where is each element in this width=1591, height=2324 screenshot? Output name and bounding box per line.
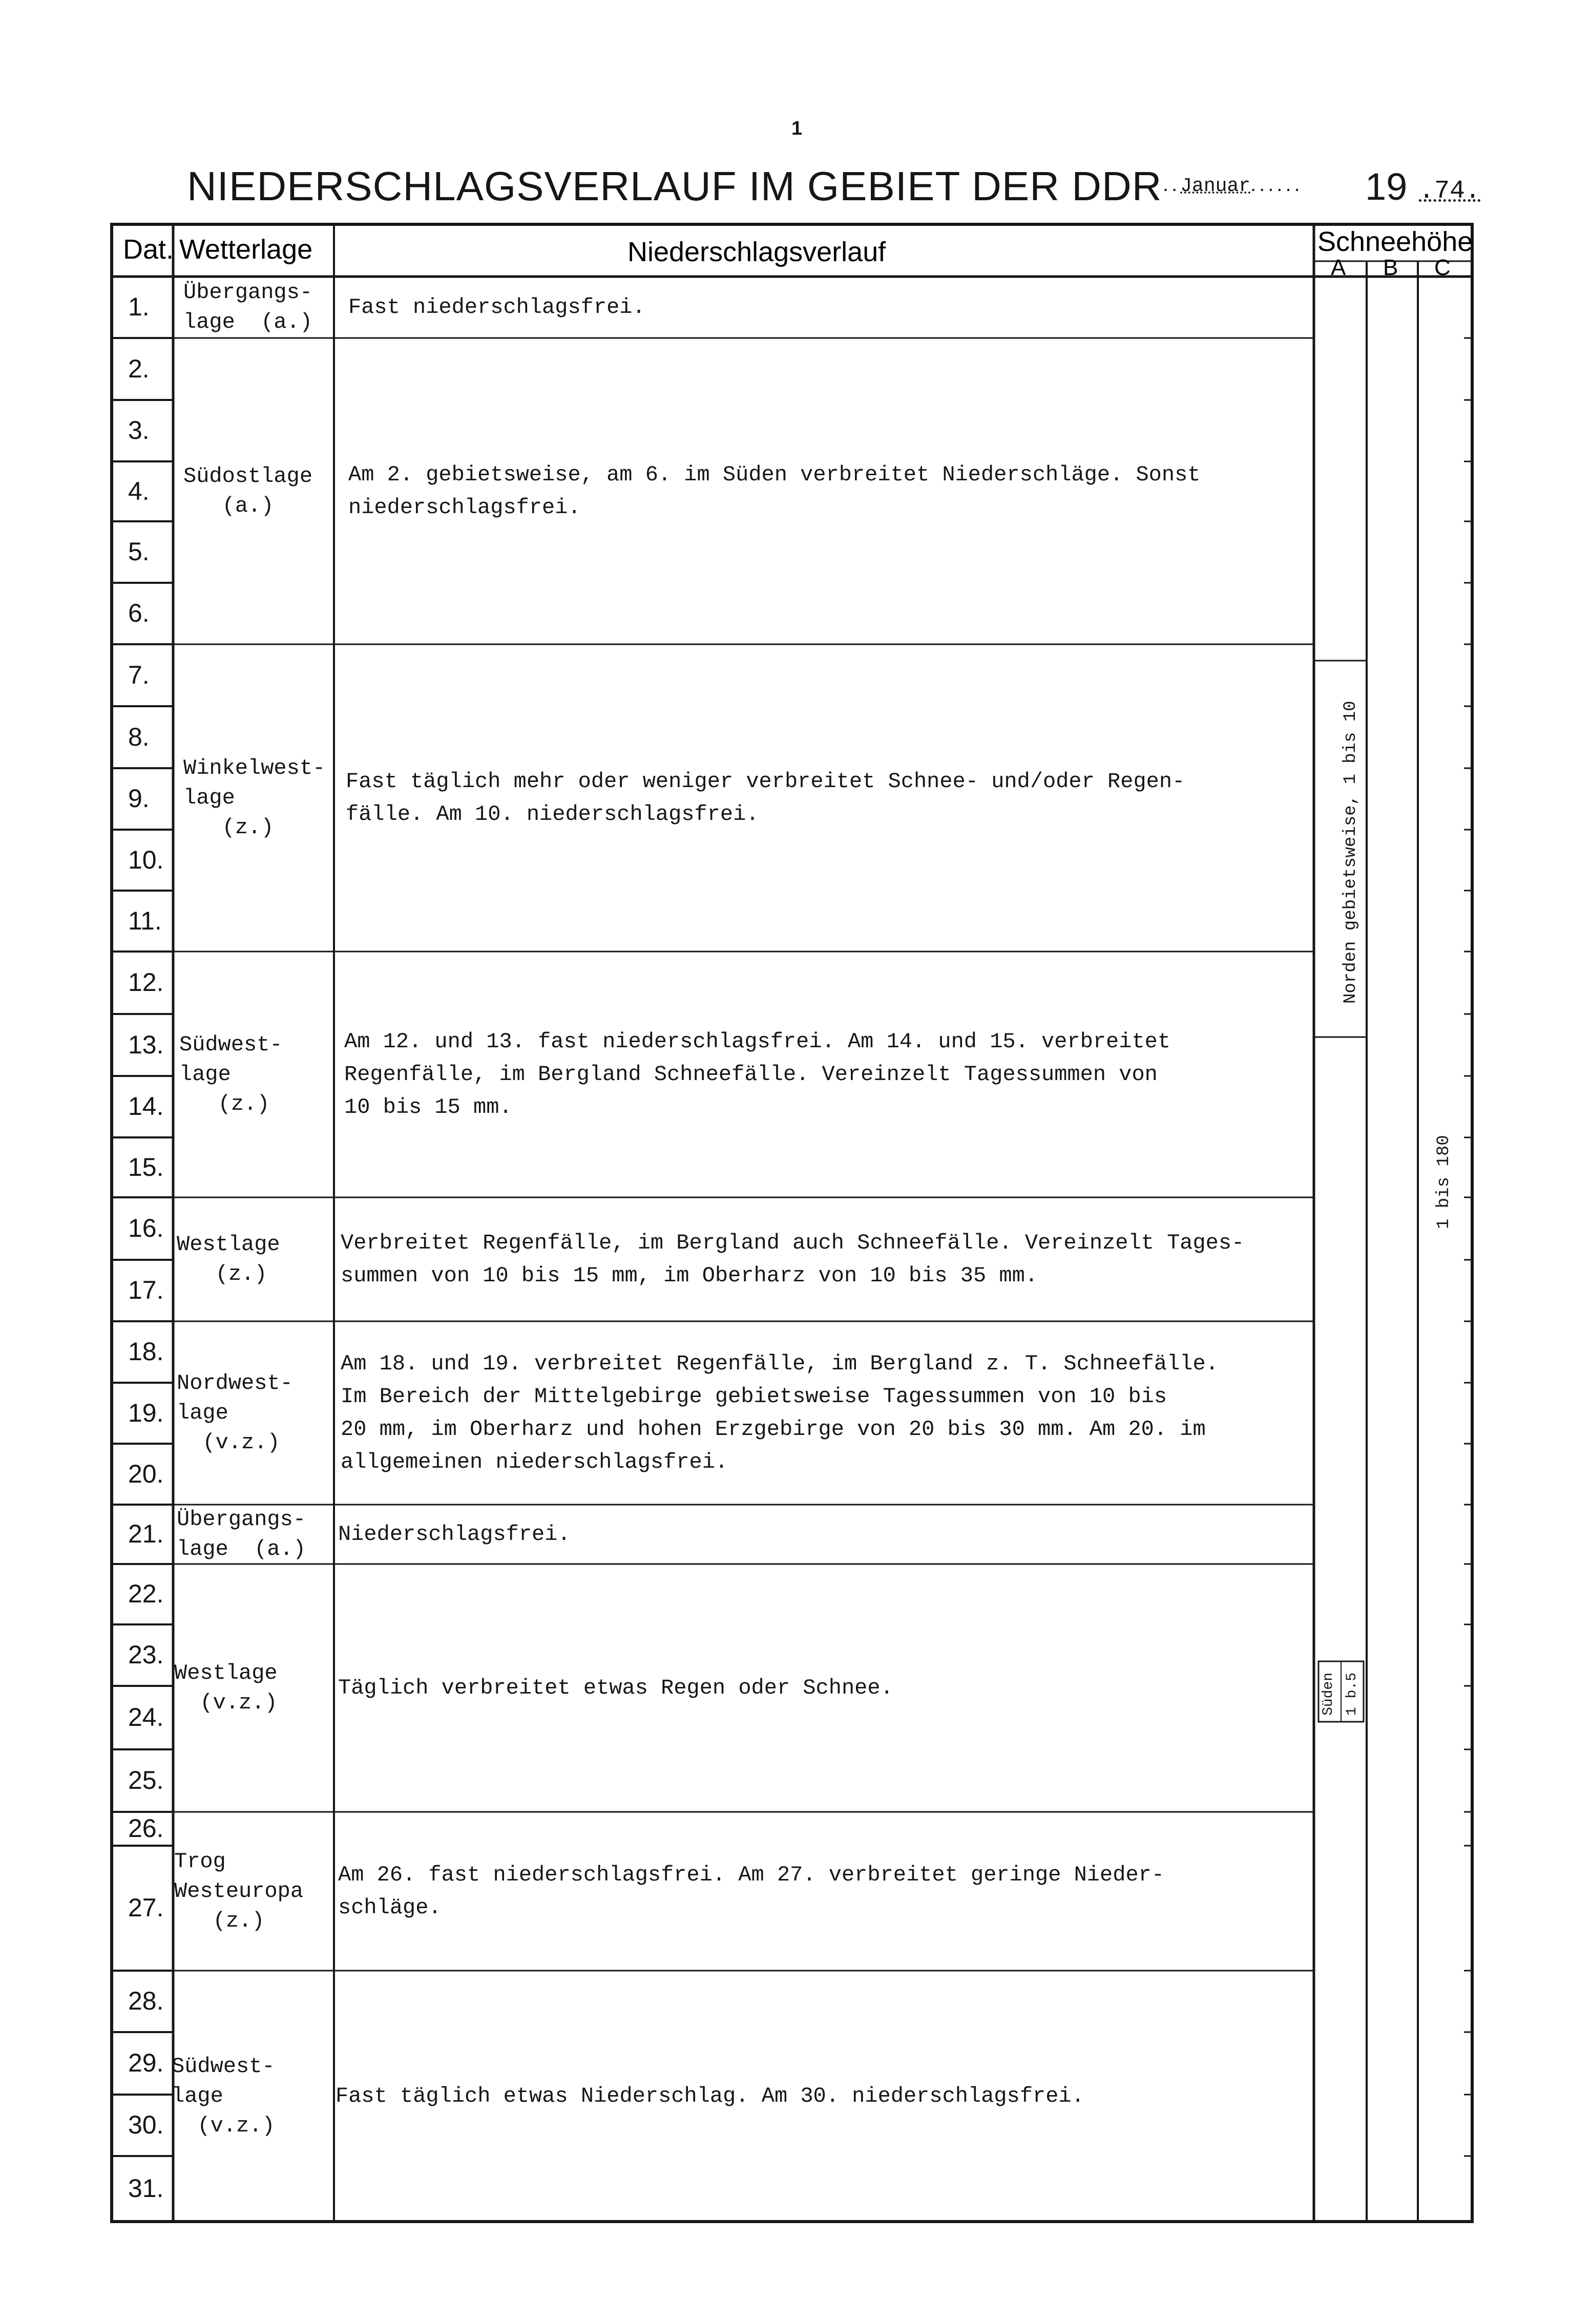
year-suffix: .74. [1419, 177, 1481, 206]
year-prefix: 19 [1365, 165, 1408, 208]
day-number: 28. [128, 1987, 164, 2015]
day-number: 25. [128, 1766, 164, 1794]
day-number: 11. [128, 906, 162, 935]
day-number: 6. [128, 599, 150, 627]
snow-column-header: Schneehöhe [1317, 226, 1473, 257]
wetterlage-cell: Südwest- lage (z.) [179, 1032, 283, 1116]
day-number: 21. [128, 1519, 164, 1548]
niederschlag-cell: Am 12. und 13. fast niederschlagsfrei. Am 14. und 15. verbreitet Regenfälle, im Bergland Schneefälle. Vereinzelt Tagessummen von 10 bis 15 mm. [344, 1029, 1171, 1119]
snow-a-north-note: Norden gebietsweise, 1 bis 10 [1341, 701, 1360, 1004]
niederschlag-cell: Fast niederschlagsfrei. [348, 295, 645, 320]
niederschlag-cell: Verbreitet Regenfälle, im Bergland auch Schneefälle. Vereinzelt Tages- summen von 10 bis 15 mm, im Oberharz von 10 bis 35 mm. [341, 1231, 1245, 1288]
wetterlage-cell: Übergangs- lage (a.) [177, 1507, 306, 1561]
page-number: 1 [791, 118, 803, 139]
day-number: 15. [128, 1152, 164, 1181]
wetterlage-cell: Südostlage (a.) [183, 464, 313, 518]
day-number: 12. [128, 968, 164, 997]
day-number: 3. [128, 416, 150, 445]
day-number: 9. [128, 784, 150, 813]
niederschlag-cell: Fast täglich etwas Niederschlag. Am 30. niederschlagsfrei. [336, 2084, 1084, 2108]
day-number: 18. [128, 1337, 164, 1366]
day-number: 17. [128, 1276, 164, 1304]
day-number: 29. [128, 2048, 164, 2077]
wetterlage-cell: Winkelwest- lage (z.) [183, 756, 326, 840]
snow-a-south-region: Süden [1321, 1672, 1336, 1716]
day-number: 31. [128, 2174, 164, 2203]
snow-c-note: 1 bis 180 [1434, 1135, 1454, 1229]
day-number: 23. [128, 1640, 164, 1669]
snow-b-label: B [1383, 255, 1398, 280]
day-number: 20. [128, 1459, 164, 1488]
niederschlag-cell: Am 26. fast niederschlagsfrei. Am 27. verbreitet geringe Nieder- schläge. [338, 1863, 1165, 1920]
day-number: 4. [128, 476, 150, 505]
wetterlage-cell: Westlage (v.z.) [174, 1661, 278, 1715]
wetterlage-cell: Westlage (z.) [177, 1232, 280, 1286]
date-column-header: Dat. [123, 234, 174, 265]
day-number: 10. [128, 845, 164, 874]
day-number: 14. [128, 1092, 164, 1121]
wetterlage-cell: Südwest- lage (v.z.) [172, 2054, 275, 2138]
wetterlage-cell: Übergangs- lage (a.) [183, 280, 313, 334]
day-number: 24. [128, 1703, 164, 1731]
day-number: 26. [128, 1814, 164, 1843]
day-number: 2. [128, 354, 150, 383]
day-number: 22. [128, 1579, 164, 1608]
niederschlag-cell: Täglich verbreitet etwas Regen oder Schnee. [338, 1676, 893, 1700]
snow-a-south-range: 1 b.5 [1344, 1672, 1360, 1716]
day-number: 30. [128, 2110, 164, 2139]
day-number: 19. [128, 1398, 164, 1427]
day-number: 8. [128, 722, 150, 751]
snow-a-label: A [1331, 255, 1346, 280]
niederschlag-cell: Fast täglich mehr oder weniger verbreitet Schnee- und/oder Regen- fälle. Am 10. niederschlagsfrei. [346, 769, 1185, 827]
month-dots-before: .. [1163, 173, 1181, 196]
wetterlage-cell: Nordwest- lage (v.z.) [177, 1371, 293, 1455]
month-value: Januar [1180, 175, 1251, 197]
niederschlag-cell: Am 2. gebietsweise, am 6. im Süden verbreitet Niederschläge. Sonst niederschlagsfrei. [348, 462, 1201, 520]
wetterlage-cell: Trog Westeuropa (z.) [174, 1849, 304, 1933]
snow-c-label: C [1434, 255, 1451, 280]
month-dots-after: ...... [1250, 173, 1303, 196]
precip-column-header: Niederschlagsverlauf [627, 237, 886, 267]
day-number: 16. [128, 1214, 164, 1242]
day-number: 27. [128, 1893, 164, 1922]
period-rules [173, 338, 1314, 1971]
day-number: 1. [128, 292, 150, 321]
niederschlag-cell: Am 18. und 19. verbreitet Regenfälle, im Bergland z. T. Schneefälle. Im Bereich der Mittelgebirge gebietsweise Tagessummen von 10 bis 20 mm, im Oberharz und hohen Erzgebirge von 20 bis 30 mm. Am 20. im allgemeinen niederschlagsfrei. [341, 1351, 1219, 1474]
day-number: 13. [128, 1030, 164, 1059]
wetterlage-column-header: Wetterlage [179, 234, 313, 265]
niederschlag-cell: Niederschlagsfrei. [338, 1522, 571, 1547]
page-title: NIEDERSCHLAGSVERLAUF IM GEBIET DER DDR [187, 163, 1162, 209]
day-number: 7. [128, 660, 150, 689]
day-number: 5. [128, 537, 150, 566]
